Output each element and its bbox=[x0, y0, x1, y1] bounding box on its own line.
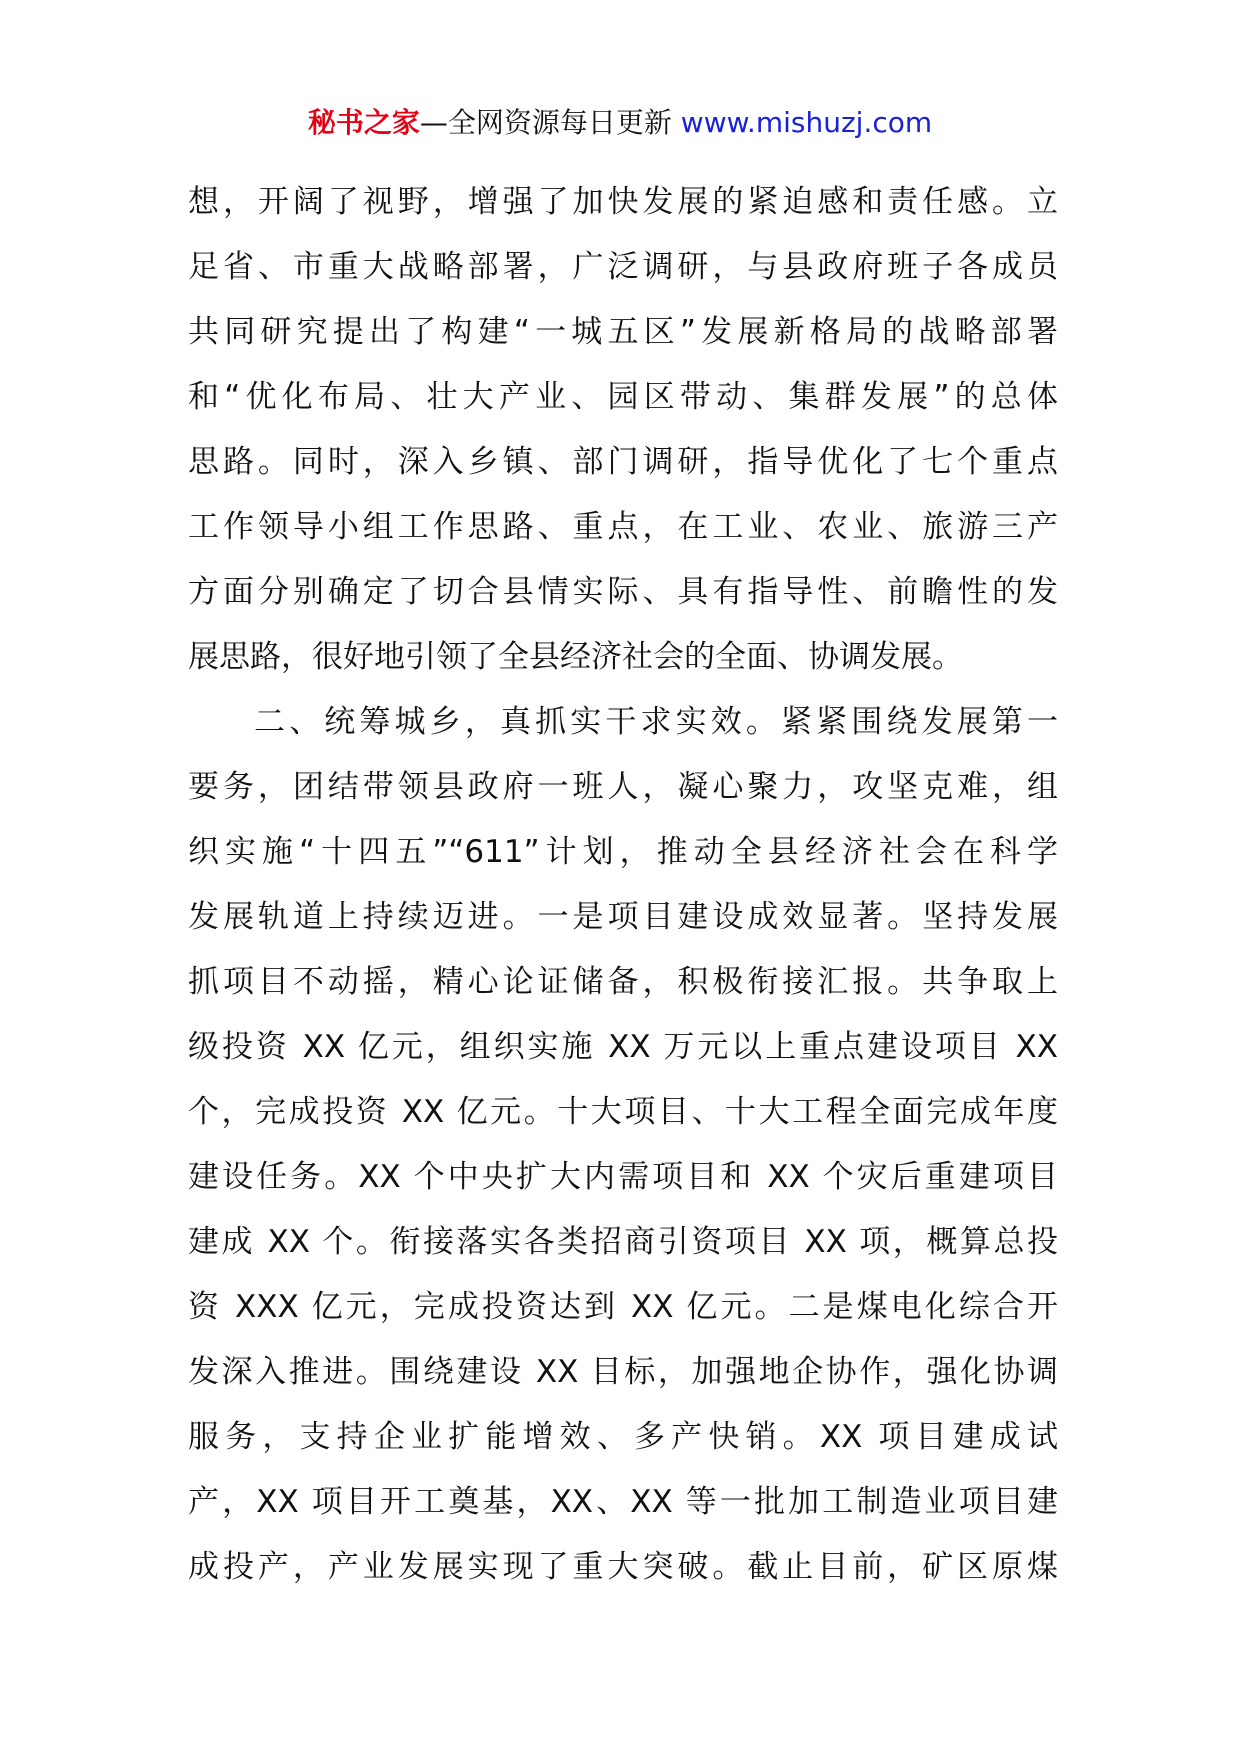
text-line: 和“优化布局、壮大产业、园区带动、集群发展”的总体 bbox=[188, 379, 1058, 415]
text-line: 资 XXX 亿元，完成投资达到 XX 亿元。二是煤电化综合开 bbox=[188, 1289, 1058, 1325]
text-line: 织实施“十四五”“611”计划，推动全县经济社会在科学 bbox=[188, 834, 1058, 870]
text-line: 共同研究提出了构建“一城五区”发展新格局的战略部署 bbox=[188, 314, 1058, 350]
text-line: 建设任务。XX 个中央扩大内需项目和 XX 个灾后重建项目 bbox=[188, 1159, 1058, 1195]
text-line: 服务，支持企业扩能增效、多产快销。XX 项目建成试 bbox=[188, 1419, 1058, 1455]
site-brand: 秘书之家 bbox=[307, 106, 420, 139]
text-line: 足省、市重大战略部署，广泛调研，与县政府班子各成员 bbox=[188, 249, 1058, 285]
document-body bbox=[188, 170, 1058, 1600]
text-line: 发展轨道上持续迈进。一是项目建设成效显著。坚持发展 bbox=[188, 899, 1058, 935]
text-line: 抓项目不动摇，精心论证储备，积极衔接汇报。共争取上 bbox=[188, 964, 1058, 1000]
section-heading-line: 二、统筹城乡，真抓实干求实效。紧紧围绕发展第一 bbox=[254, 704, 1058, 740]
text-line: 思路。同时，深入乡镇、部门调研，指导优化了七个重点 bbox=[188, 444, 1058, 480]
text-line: 方面分别确定了切合县情实际、具有指导性、前瞻性的发 bbox=[188, 574, 1058, 610]
text-line: 想，开阔了视野，增强了加快发展的紧迫感和责任感。立 bbox=[188, 184, 1058, 220]
text-line: 建成 XX 个。衔接落实各类招商引资项目 XX 项，概算总投 bbox=[188, 1224, 1058, 1260]
text-line: 级投资 XX 亿元，组织实施 XX 万元以上重点建设项目 XX bbox=[188, 1029, 1058, 1065]
text-line: 要务，团结带领县政府一班人，凝心聚力，攻坚克难，组 bbox=[188, 769, 1058, 805]
text-line: 工作领导小组工作思路、重点，在工业、农业、旅游三产 bbox=[188, 509, 1058, 545]
text-line: 产，XX 项目开工奠基，XX、XX 等一批加工制造业项目建 bbox=[188, 1484, 1058, 1520]
site-watermark-header bbox=[0, 103, 1240, 143]
text-line: 成投产，产业发展实现了重大突破。截止目前，矿区原煤 bbox=[188, 1549, 1058, 1585]
site-url: www.mishuzj.com bbox=[680, 106, 933, 139]
text-line: 展思路，很好地引领了全县经济社会的全面、协调发展。 bbox=[188, 639, 963, 675]
text-line: 发深入推进。围绕建设 XX 目标，加强地企协作，强化协调 bbox=[188, 1354, 1058, 1390]
text-line: 个，完成投资 XX 亿元。十大项目、十大工程全面完成年度 bbox=[188, 1094, 1058, 1130]
site-tagline: —全网资源每日更新 bbox=[419, 106, 672, 139]
